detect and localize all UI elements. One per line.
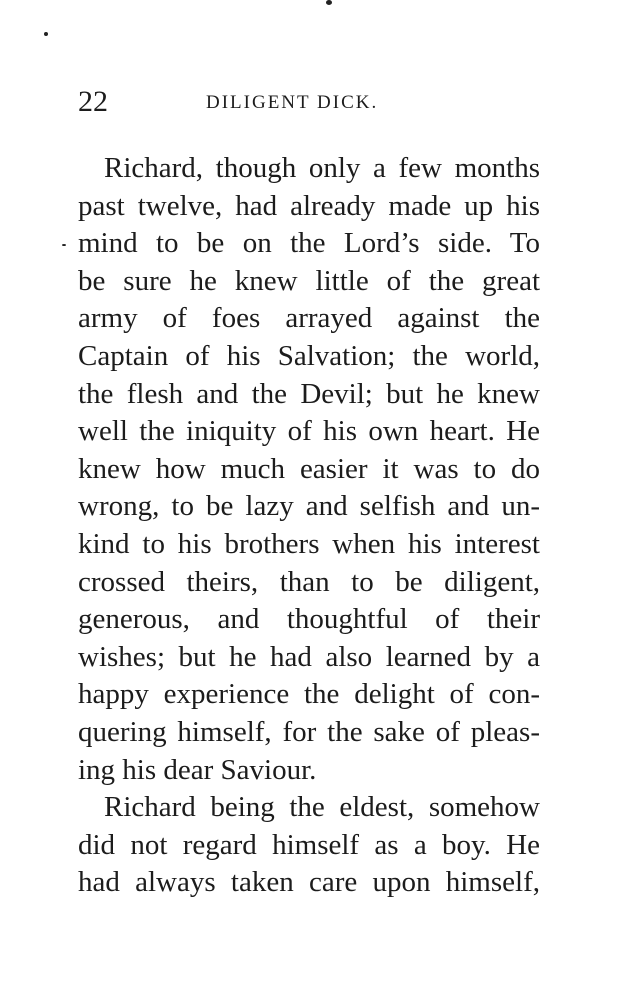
text-line: ing his dear Saviour. [78,753,317,786]
text-line: well the iniquity of his own heart. He [78,415,540,448]
print-speck [62,244,66,246]
text-line: mind to be on the Lord’s side. To [78,227,540,260]
print-speck [326,0,332,5]
text-line: generous, and thoughtful of their [78,603,540,636]
text-line: wishes; but he had also learned by a [78,640,540,673]
text-line: Captain of his Salvation; the world, [78,339,540,372]
text-line: happy experience the delight of con- [78,678,540,711]
text-line: be sure he knew little of the great [78,264,540,297]
text-line: knew how much easier it was to do [78,452,540,485]
text-line: crossed theirs, than to be diligent, [78,565,540,598]
text-line: kind to his brothers when his interest [78,527,540,560]
body-text [78,150,540,902]
page-number: 22 [78,85,108,118]
paragraph [78,150,540,789]
text-line: Richard, though only a few months [104,152,540,184]
text-line: wrong, to be lazy and selfish and un- [78,490,540,523]
text-line: the flesh and the Devil; but he knew [78,377,540,410]
text-line: army of foes arrayed against the [78,302,540,335]
running-title: DILIGENT DICK. [206,92,379,113]
paragraph [78,789,540,902]
text-line: quering himself, for the sake of pleas- [78,715,540,748]
text-line: did not regard himself as a boy. He [78,828,540,861]
text-line: past twelve, had already made up his [78,189,540,222]
text-line: Richard being the eldest, somehow [104,791,540,824]
text-line: had always taken care upon himself, [78,866,540,899]
print-speck [44,32,48,36]
running-head [78,82,548,122]
